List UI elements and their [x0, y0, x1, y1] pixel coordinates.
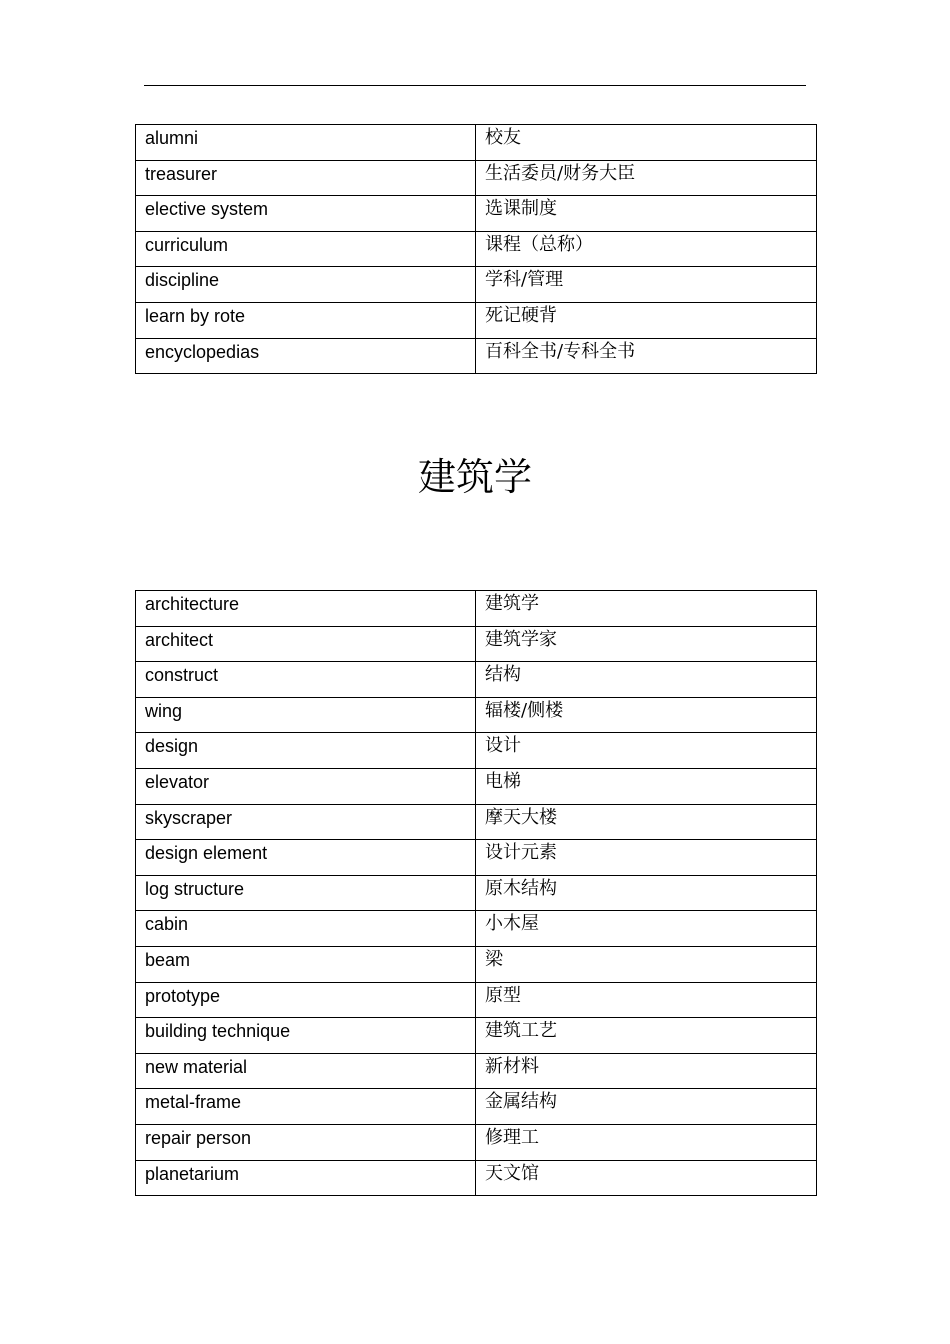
term-english: elevator	[136, 768, 476, 804]
term-english: wing	[136, 697, 476, 733]
table-row	[136, 840, 817, 876]
table-row	[136, 626, 817, 662]
table-row	[136, 1160, 817, 1196]
school-vocab-table	[135, 124, 817, 374]
term-chinese: 梁	[476, 946, 817, 982]
term-english: repair person	[136, 1124, 476, 1160]
term-english: encyclopedias	[136, 338, 476, 374]
term-english: alumni	[136, 125, 476, 161]
term-chinese: 生活委员/财务大臣	[476, 160, 817, 196]
table-row	[136, 338, 817, 374]
term-english: curriculum	[136, 231, 476, 267]
term-english: building technique	[136, 1018, 476, 1054]
term-english: design	[136, 733, 476, 769]
table-row	[136, 982, 817, 1018]
table-row	[136, 733, 817, 769]
table-row	[136, 302, 817, 338]
table-row	[136, 1089, 817, 1125]
term-english: skyscraper	[136, 804, 476, 840]
term-chinese: 死记硬背	[476, 302, 817, 338]
table-row	[136, 196, 817, 232]
table-row	[136, 591, 817, 627]
term-chinese: 建筑工艺	[476, 1018, 817, 1054]
term-chinese: 百科全书/专科全书	[476, 338, 817, 374]
table-row	[136, 1053, 817, 1089]
header-rule	[144, 85, 806, 86]
term-english: metal-frame	[136, 1089, 476, 1125]
term-english: discipline	[136, 267, 476, 303]
term-chinese: 摩天大楼	[476, 804, 817, 840]
table-row	[136, 1124, 817, 1160]
term-english: learn by rote	[136, 302, 476, 338]
term-chinese: 选课制度	[476, 196, 817, 232]
term-english: prototype	[136, 982, 476, 1018]
term-chinese: 金属结构	[476, 1089, 817, 1125]
table-row	[136, 1018, 817, 1054]
term-english: design element	[136, 840, 476, 876]
architecture-vocab-body	[136, 591, 817, 1196]
term-english: planetarium	[136, 1160, 476, 1196]
term-english: architecture	[136, 591, 476, 627]
table-row	[136, 267, 817, 303]
term-chinese: 天文馆	[476, 1160, 817, 1196]
term-english: new material	[136, 1053, 476, 1089]
term-chinese: 辐楼/侧楼	[476, 697, 817, 733]
architecture-vocab-table	[135, 590, 817, 1196]
school-vocab-body	[136, 125, 817, 374]
term-chinese: 校友	[476, 125, 817, 161]
term-english: cabin	[136, 911, 476, 947]
table-row	[136, 125, 817, 161]
term-english: elective system	[136, 196, 476, 232]
term-chinese: 建筑学家	[476, 626, 817, 662]
table-row	[136, 946, 817, 982]
term-english: architect	[136, 626, 476, 662]
term-chinese: 新材料	[476, 1053, 817, 1089]
term-chinese: 课程（总称）	[476, 231, 817, 267]
term-chinese: 设计元素	[476, 840, 817, 876]
term-english: treasurer	[136, 160, 476, 196]
term-chinese: 学科/管理	[476, 267, 817, 303]
term-chinese: 修理工	[476, 1124, 817, 1160]
term-chinese: 小木屋	[476, 911, 817, 947]
term-english: log structure	[136, 875, 476, 911]
term-chinese: 结构	[476, 662, 817, 698]
term-chinese: 原型	[476, 982, 817, 1018]
table-row	[136, 875, 817, 911]
table-row	[136, 804, 817, 840]
table-row	[136, 697, 817, 733]
term-chinese: 电梯	[476, 768, 817, 804]
term-chinese: 原木结构	[476, 875, 817, 911]
table-row	[136, 768, 817, 804]
section-title: 建筑学	[417, 455, 532, 499]
table-row	[136, 231, 817, 267]
term-chinese: 建筑学	[476, 591, 817, 627]
term-chinese: 设计	[476, 733, 817, 769]
term-english: beam	[136, 946, 476, 982]
term-english: construct	[136, 662, 476, 698]
table-row	[136, 911, 817, 947]
table-row	[136, 662, 817, 698]
table-row	[136, 160, 817, 196]
